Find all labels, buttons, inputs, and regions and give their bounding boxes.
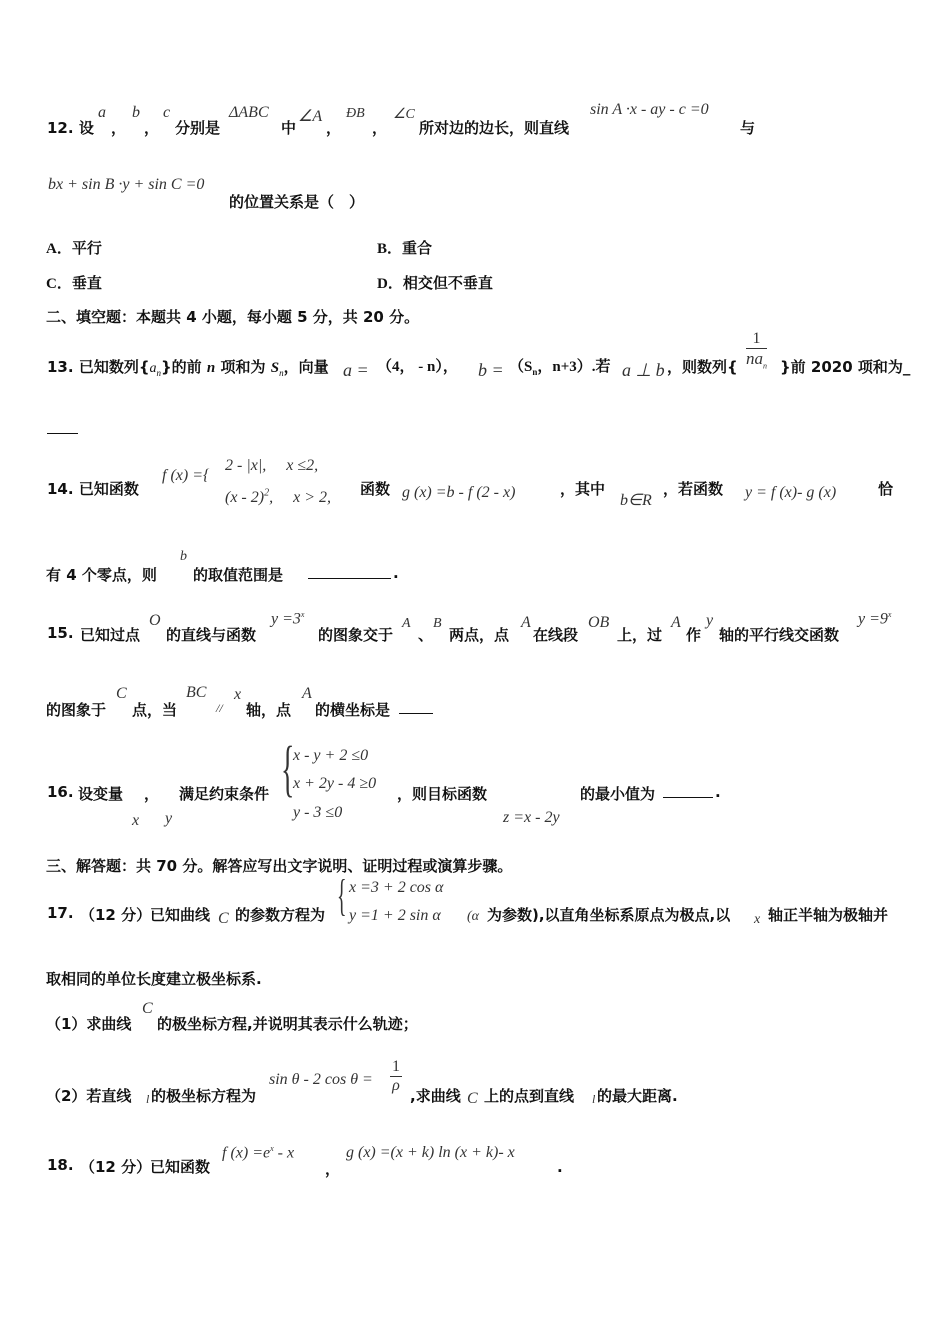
q14-y-function: y = f (x)- g (x) (745, 484, 837, 501)
q13-fraction: 1 $na_n$ (746, 330, 767, 371)
q12-number: 12. (47, 119, 74, 137)
section-2-heading: 二、填空题：本题共 4 小题，每小题 5 分，共 20 分。 (46, 308, 420, 326)
q12-line2-equation: bx + sin B ·y + sin C =0 (48, 176, 205, 193)
q14-case-1: 2 - |x|, x ≤2, (225, 457, 319, 474)
q17-param-y: y =1 + 2 sin α (349, 907, 441, 924)
q14-answer-blank[interactable] (308, 564, 391, 579)
q12-option-b[interactable]: B．重合 (377, 239, 433, 257)
q18-g-function: g (x) =(x + k) ln (x + k)- x (346, 1144, 515, 1161)
q17-line2: 取相同的单位长度建立极坐标系. (46, 970, 262, 988)
q17-number: 17. (47, 904, 74, 922)
q12-option-a[interactable]: A．平行 (46, 239, 102, 257)
q15-answer-blank[interactable] (399, 699, 433, 714)
q16-constraint-2: x + 2y - 4 ≥0 (293, 775, 377, 792)
q14-b-in-R: b∈R (620, 492, 652, 509)
q16-constraint-1: x - y + 2 ≤0 (293, 747, 369, 764)
q12-line1: 12. 设 (47, 119, 94, 137)
q14-g-definition: g (x) =b - f (2 - x) (402, 484, 516, 501)
q16-objective: z =x - 2y (503, 809, 560, 826)
q12-var-c: c (163, 104, 171, 121)
q14-f-definition: f (x) ={ (162, 467, 210, 484)
q15-number: 15. (47, 624, 74, 642)
q13-answer-blank[interactable] (47, 419, 78, 434)
q17-polar-fraction: $\frac{1}{\rho}$ (392, 1058, 400, 1094)
q12-var-a: a (98, 104, 106, 121)
q16-constraint-3: y - 3 ≤0 (293, 804, 343, 821)
q12-angle-a: ∠A (298, 108, 323, 125)
q17-score: （12 分） (80, 906, 152, 924)
q12-option-c[interactable]: C．垂直 (46, 274, 102, 292)
q12-line1-equation: sin A ·x - ay - c =0 (590, 101, 709, 118)
q13-vector-a: a = (343, 360, 369, 380)
q12-var-b: b (132, 104, 140, 121)
q18-f-function: f $(x) =e^x - x$ (222, 1144, 295, 1162)
q18-number: 18. (47, 1156, 74, 1174)
q15-function-3x: $y =3^x$ (271, 610, 305, 628)
q16-number: 16. (47, 783, 74, 801)
q13-number: 13. (47, 358, 74, 376)
q17-param-x: x =3 + 2 cos α (349, 879, 444, 896)
q17-polar-equation: sin θ - 2 cos θ = (269, 1071, 373, 1088)
q14-number: 14. (47, 480, 74, 498)
q13-vector-b: b = (478, 360, 504, 380)
q12-angle-b: ÐB (346, 106, 365, 121)
q14-line1: 14. 已知函数 (47, 480, 139, 498)
q16-answer-blank[interactable] (663, 783, 713, 798)
q17-brace: { (337, 871, 347, 920)
q16-brace: { (281, 735, 295, 803)
q13-line1: 13. 已知数列$\{a_n\}$的前 n 项和为 $S_n$，向量 (47, 358, 329, 378)
q12-option-d[interactable]: D．相交但不垂直 (377, 274, 493, 292)
section-3-heading: 三、解答题：共 70 分。解答应写出文字说明、证明过程或演算步骤。 (46, 857, 513, 875)
q12-triangle: ΔABC (229, 104, 269, 121)
q17-sub1: （1）求曲线 (46, 1015, 132, 1033)
q12-angle-c: ∠C (393, 107, 415, 122)
q15-function-9x: $y =9^x$ (858, 610, 892, 628)
q14-case-2: (x - 2)$^2$, x > 2, (225, 487, 331, 506)
q17-sub2: （2）若直线 (46, 1087, 132, 1105)
q13-perpendicular: a ⊥ b (622, 360, 665, 380)
q18-score: （12 分） (80, 1158, 152, 1176)
